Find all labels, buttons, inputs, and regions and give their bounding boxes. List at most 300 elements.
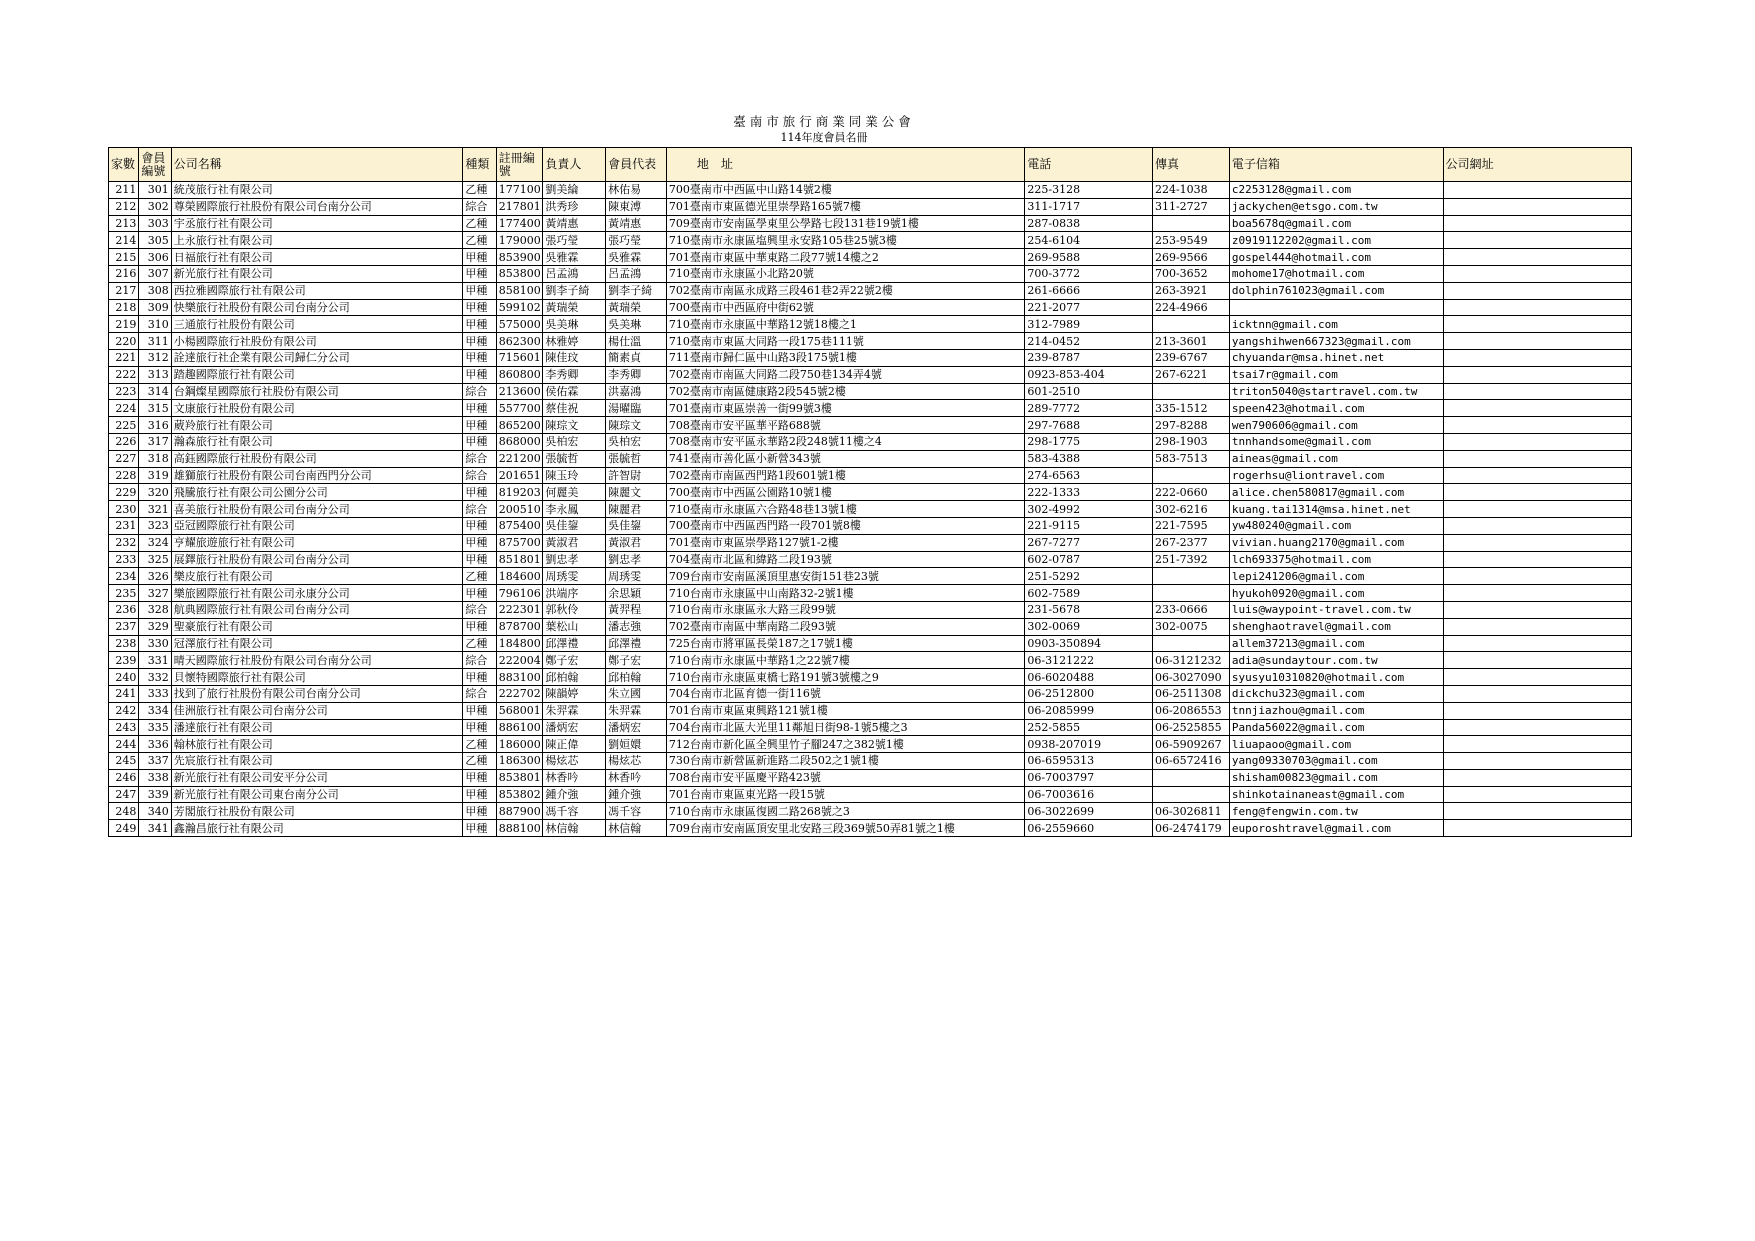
table-row [109,736,1632,753]
cell-member-no: 307 [139,265,171,282]
cell-manager: 林信翰 [543,820,606,837]
cell-rep: 張巧瑩 [606,232,667,249]
cell-address: 700臺南市中西區西門路一段701號8樓 [666,517,1024,534]
cell-email: adia@sundaytour.com.tw [1229,652,1443,669]
cell-member-no: 301 [139,182,171,199]
cell-type: 甲種 [463,299,496,316]
cell-manager: 邱澤禮 [543,635,606,652]
table-row [109,366,1632,383]
cell-reg-no: 184600 [496,568,543,585]
cell-website [1443,786,1631,803]
cell-fax [1152,215,1229,232]
cell-rep: 馮千容 [606,803,667,820]
cell-seq: 237 [109,618,139,635]
cell-type: 乙種 [463,182,496,199]
cell-fax: 06-2525855 [1152,719,1229,736]
table-row [109,501,1632,518]
cell-website [1443,433,1631,450]
table-row [109,265,1632,282]
cell-address: 712台南市新化區全興里竹子腳247之382號1樓 [666,736,1024,753]
cell-company: 雄獅旅行社股份有限公司台南西門分公司 [171,467,463,484]
cell-phone: 06-7003616 [1025,786,1153,803]
cell-rep: 陳東溥 [606,198,667,215]
cell-member-no: 336 [139,736,171,753]
cell-member-no: 332 [139,669,171,686]
cell-email: chyuandar@msa.hinet.net [1229,349,1443,366]
table-row [109,282,1632,299]
header-type: 種類 [463,148,496,182]
cell-reg-no: 213600 [496,383,543,400]
cell-address: 710臺南市永康區塩興里永安路105巷25號3樓 [666,232,1024,249]
cell-email: syusyu10310820@hotmail.com [1229,669,1443,686]
cell-company: 快樂旅行社股份有限公司台南分公司 [171,299,463,316]
cell-phone: 601-2510 [1025,383,1153,400]
cell-company: 統茂旅行社有限公司 [171,182,463,199]
cell-member-no: 325 [139,551,171,568]
cell-type: 甲種 [463,400,496,417]
cell-seq: 218 [109,299,139,316]
cell-seq: 239 [109,652,139,669]
header-seq: 家數 [109,148,139,182]
cell-email: alice.chen580817@gmail.com [1229,484,1443,501]
cell-website [1443,534,1631,551]
cell-member-no: 333 [139,685,171,702]
cell-website [1443,400,1631,417]
cell-address: 700臺南市中西區中山路14號2樓 [666,182,1024,199]
cell-rep: 黃靖惠 [606,215,667,232]
cell-address: 708臺南市安平區華平路688號 [666,417,1024,434]
cell-website [1443,769,1631,786]
cell-type: 甲種 [463,366,496,383]
cell-company: 高鈺國際旅行社股份有限公司 [171,450,463,467]
cell-address: 710台南市永康區中山南路32-2號1樓 [666,585,1024,602]
cell-website [1443,366,1631,383]
cell-member-no: 308 [139,282,171,299]
cell-type: 乙種 [463,753,496,770]
cell-company: 踏趣國際旅行社有限公司 [171,366,463,383]
cell-member-no: 330 [139,635,171,652]
roster-body [109,182,1632,837]
cell-type: 甲種 [463,820,496,837]
cell-reg-no: 200510 [496,501,543,518]
cell-phone: 274-6563 [1025,467,1153,484]
cell-fax: 298-1903 [1152,433,1229,450]
cell-address: 710臺南市永康區六合路48巷13號1樓 [666,501,1024,518]
cell-phone: 261-6666 [1025,282,1153,299]
cell-seq: 220 [109,333,139,350]
cell-company: 小楊國際旅行社股份有限公司 [171,333,463,350]
cell-phone: 269-9588 [1025,249,1153,266]
cell-company: 冠澤旅行社有限公司 [171,635,463,652]
cell-type: 甲種 [463,534,496,551]
cell-website [1443,568,1631,585]
cell-manager: 張毓哲 [543,450,606,467]
cell-address: 700臺南市中西區公園路10號1樓 [666,484,1024,501]
cell-manager: 陳琮文 [543,417,606,434]
cell-manager: 吳柏宏 [543,433,606,450]
cell-email: triton5040@startravel.com.tw [1229,383,1443,400]
cell-reg-no: 186300 [496,753,543,770]
cell-manager: 劉美綸 [543,182,606,199]
cell-company: 航典國際旅行社有限公司台南分公司 [171,601,463,618]
cell-type: 乙種 [463,232,496,249]
cell-manager: 葉松山 [543,618,606,635]
cell-manager: 邱柏翰 [543,669,606,686]
cell-company: 喜美旅行社股份有限公司台南分公司 [171,501,463,518]
cell-website [1443,803,1631,820]
cell-fax: 06-3026811 [1152,803,1229,820]
cell-address: 702臺南市南區永成路三段461巷2弄22號2樓 [666,282,1024,299]
cell-reg-no: 557700 [496,400,543,417]
cell-rep: 劉李子綺 [606,282,667,299]
cell-type: 甲種 [463,333,496,350]
cell-email: aineas@gmail.com [1229,450,1443,467]
cell-phone: 251-5292 [1025,568,1153,585]
cell-company: 佳洲旅行社有限公司台南分公司 [171,702,463,719]
cell-company: 日福旅行社有限公司 [171,249,463,266]
cell-website [1443,702,1631,719]
cell-phone: 297-7688 [1025,417,1153,434]
cell-reg-no: 862300 [496,333,543,350]
cell-seq: 244 [109,736,139,753]
table-row [109,786,1632,803]
cell-address: 701臺南市東區中華東路二段77號14樓之2 [666,249,1024,266]
cell-email: mohome17@hotmail.com [1229,265,1443,282]
cell-type: 甲種 [463,265,496,282]
cell-manager: 陳佳玟 [543,349,606,366]
table-row [109,652,1632,669]
cell-address: 704台南市北區大光里11鄰旭日街98-1號5樓之3 [666,719,1024,736]
cell-email: luis@waypoint-travel.com.tw [1229,601,1443,618]
cell-rep: 黃羿程 [606,601,667,618]
cell-reg-no: 221200 [496,450,543,467]
cell-address: 710臺南市永康區中華路12號18樓之1 [666,316,1024,333]
cell-member-no: 334 [139,702,171,719]
cell-email [1229,299,1443,316]
cell-fax: 297-8288 [1152,417,1229,434]
header-member-no: 會員編號 [139,148,171,182]
cell-type: 乙種 [463,215,496,232]
cell-email: feng@fengwin.com.tw [1229,803,1443,820]
cell-type: 甲種 [463,517,496,534]
cell-type: 綜合 [463,450,496,467]
cell-email: jackychen@etsgo.com.tw [1229,198,1443,215]
cell-member-no: 331 [139,652,171,669]
cell-seq: 221 [109,349,139,366]
cell-website [1443,467,1631,484]
cell-website [1443,333,1631,350]
cell-website [1443,652,1631,669]
table-row [109,618,1632,635]
cell-rep: 林信翰 [606,820,667,837]
cell-rep: 楊炫芯 [606,753,667,770]
cell-rep: 洪嘉鴻 [606,383,667,400]
cell-member-no: 328 [139,601,171,618]
table-row [109,467,1632,484]
cell-rep: 呂孟鴻 [606,265,667,282]
table-row [109,299,1632,316]
cell-type: 甲種 [463,702,496,719]
cell-seq: 224 [109,400,139,417]
cell-rep: 陳琮文 [606,417,667,434]
cell-rep: 鄭子宏 [606,652,667,669]
cell-email: dolphin761023@gmail.com [1229,282,1443,299]
cell-phone: 221-2077 [1025,299,1153,316]
cell-seq: 222 [109,366,139,383]
header-address: 地 址 [666,148,1024,182]
cell-reg-no: 868000 [496,433,543,450]
cell-email: c2253128@gmail.com [1229,182,1443,199]
cell-fax: 06-2511308 [1152,685,1229,702]
cell-seq: 240 [109,669,139,686]
cell-email: shinkotainaneast@gmail.com [1229,786,1443,803]
header-phone: 電話 [1025,148,1153,182]
cell-email: shenghaotravel@gmail.com [1229,618,1443,635]
cell-rep: 吳佳鋆 [606,517,667,534]
cell-rep: 陳麗文 [606,484,667,501]
cell-member-no: 309 [139,299,171,316]
cell-address: 710台南市永康區東橋七路191號3號樓之9 [666,669,1024,686]
cell-phone: 06-2085999 [1025,702,1153,719]
cell-seq: 246 [109,769,139,786]
cell-phone: 221-9115 [1025,517,1153,534]
cell-phone: 06-2559660 [1025,820,1153,837]
cell-reg-no: 222702 [496,685,543,702]
cell-manager: 吳雅霖 [543,249,606,266]
cell-website [1443,669,1631,686]
cell-email: wen790606@gmail.com [1229,417,1443,434]
cell-seq: 213 [109,215,139,232]
cell-fax [1152,786,1229,803]
cell-seq: 216 [109,265,139,282]
cell-address: 701台南市東區東光路一段15號 [666,786,1024,803]
cell-company: 上永旅行社有限公司 [171,232,463,249]
cell-email: tsai7r@gmail.com [1229,366,1443,383]
cell-fax [1152,568,1229,585]
cell-address: 702臺南市南區健康路2段545號2樓 [666,383,1024,400]
cell-seq: 229 [109,484,139,501]
cell-reg-no: 888100 [496,820,543,837]
cell-seq: 227 [109,450,139,467]
cell-fax: 263-3921 [1152,282,1229,299]
cell-type: 甲種 [463,282,496,299]
table-row [109,198,1632,215]
cell-rep: 朱羿霖 [606,702,667,719]
cell-website [1443,265,1631,282]
cell-company: 芳閣旅行社股份有限公司 [171,803,463,820]
cell-seq: 247 [109,786,139,803]
cell-phone: 267-7277 [1025,534,1153,551]
cell-email: icktnn@gmail.com [1229,316,1443,333]
cell-reg-no: 858100 [496,282,543,299]
cell-phone: 700-3772 [1025,265,1153,282]
table-row [109,232,1632,249]
table-row [109,400,1632,417]
cell-type: 甲種 [463,786,496,803]
cell-fax: 302-0075 [1152,618,1229,635]
cell-seq: 232 [109,534,139,551]
cell-rep: 林佑易 [606,182,667,199]
cell-email: hyukoh0920@gmail.com [1229,585,1443,602]
cell-fax: 06-3121232 [1152,652,1229,669]
table-row [109,601,1632,618]
cell-manager: 洪秀珍 [543,198,606,215]
cell-fax: 213-3601 [1152,333,1229,350]
table-row [109,820,1632,837]
cell-email: Panda56022@gmail.com [1229,719,1443,736]
cell-type: 綜合 [463,652,496,669]
header-website: 公司網址 [1443,148,1631,182]
cell-rep: 鍾介強 [606,786,667,803]
cell-type: 甲種 [463,551,496,568]
cell-member-no: 327 [139,585,171,602]
cell-phone: 06-6020488 [1025,669,1153,686]
cell-email: lch693375@hotmail.com [1229,551,1443,568]
cell-member-no: 324 [139,534,171,551]
cell-reg-no: 860800 [496,366,543,383]
cell-type: 甲種 [463,769,496,786]
cell-address: 701台南市東區東興路121號1樓 [666,702,1024,719]
cell-manager: 吳美琳 [543,316,606,333]
cell-manager: 陳韻婷 [543,685,606,702]
cell-manager: 黃靖惠 [543,215,606,232]
cell-rep: 湯曜臨 [606,400,667,417]
cell-company: 瀚森旅行社有限公司 [171,433,463,450]
cell-manager: 潘炳宏 [543,719,606,736]
table-row [109,669,1632,686]
table-row [109,433,1632,450]
cell-phone: 583-4388 [1025,450,1153,467]
cell-rep: 黃瑞榮 [606,299,667,316]
cell-fax [1152,769,1229,786]
cell-reg-no: 851801 [496,551,543,568]
cell-company: 鑫瀚昌旅行社有限公司 [171,820,463,837]
cell-manager: 侯佑霖 [543,383,606,400]
cell-address: 710台南市永康區中華路1之22號7樓 [666,652,1024,669]
cell-address: 710臺南市永康區小北路20號 [666,265,1024,282]
cell-type: 甲種 [463,484,496,501]
cell-email: tnnjiazhou@gmail.com [1229,702,1443,719]
cell-rep: 劉忠孝 [606,551,667,568]
cell-email: dickchu323@gmail.com [1229,685,1443,702]
cell-address: 709台南市安南區頂安里北安路三段369號50弄81號之1樓 [666,820,1024,837]
cell-member-no: 305 [139,232,171,249]
cell-seq: 234 [109,568,139,585]
cell-website [1443,551,1631,568]
cell-member-no: 318 [139,450,171,467]
cell-reg-no: 886100 [496,719,543,736]
cell-fax: 06-5909267 [1152,736,1229,753]
cell-phone: 252-5855 [1025,719,1153,736]
cell-address: 725台南市將軍區長榮187之17號1樓 [666,635,1024,652]
cell-fax: 267-6221 [1152,366,1229,383]
cell-fax [1152,585,1229,602]
cell-website [1443,383,1631,400]
cell-member-no: 312 [139,349,171,366]
cell-fax: 239-6767 [1152,349,1229,366]
cell-email: tnnhandsome@gmail.com [1229,433,1443,450]
cell-manager: 黃淑君 [543,534,606,551]
cell-member-no: 340 [139,803,171,820]
table-row [109,450,1632,467]
cell-address: 710台南市永康區永大路三段99號 [666,601,1024,618]
table-row [109,182,1632,199]
cell-address: 741臺南市善化區小新營343號 [666,450,1024,467]
cell-seq: 212 [109,198,139,215]
cell-member-no: 320 [139,484,171,501]
cell-website [1443,484,1631,501]
document-title: 臺南市旅行商業同業公會 [733,114,915,129]
cell-phone: 06-3022699 [1025,803,1153,820]
cell-fax [1152,467,1229,484]
cell-type: 乙種 [463,635,496,652]
cell-phone: 0903-350894 [1025,635,1153,652]
cell-seq: 248 [109,803,139,820]
cell-seq: 242 [109,702,139,719]
cell-type: 甲種 [463,249,496,266]
header-email: 電子信箱 [1229,148,1443,182]
table-row [109,702,1632,719]
cell-member-no: 341 [139,820,171,837]
cell-company: 聖豪旅行社有限公司 [171,618,463,635]
cell-fax: 233-0666 [1152,601,1229,618]
cell-website [1443,249,1631,266]
cell-company: 亞冠國際旅行社有限公司 [171,517,463,534]
cell-reg-no: 819203 [496,484,543,501]
cell-rep: 簡素貞 [606,349,667,366]
header-company: 公司名稱 [171,148,463,182]
cell-address: 708臺南市安平區永華路2段248號11樓之4 [666,433,1024,450]
cell-company: 新光旅行社有限公司安平分公司 [171,769,463,786]
cell-address: 704台南市北區育德一街116號 [666,685,1024,702]
cell-phone: 298-1775 [1025,433,1153,450]
cell-fax: 06-2474179 [1152,820,1229,837]
cell-member-no: 315 [139,400,171,417]
cell-manager: 鍾介強 [543,786,606,803]
cell-member-no: 337 [139,753,171,770]
cell-reg-no: 875400 [496,517,543,534]
cell-website [1443,820,1631,837]
cell-member-no: 339 [139,786,171,803]
cell-fax: 700-3652 [1152,265,1229,282]
cell-phone: 06-2512800 [1025,685,1153,702]
cell-seq: 231 [109,517,139,534]
cell-website [1443,685,1631,702]
cell-address: 709臺南市安南區學東里公學路七段131巷19號1樓 [666,215,1024,232]
cell-member-no: 316 [139,417,171,434]
cell-company: 飛騰旅行社有限公司公園分公司 [171,484,463,501]
cell-member-no: 306 [139,249,171,266]
cell-email: yangshihwen667323@gmail.com [1229,333,1443,350]
cell-fax: 222-0660 [1152,484,1229,501]
cell-type: 甲種 [463,316,496,333]
cell-fax: 253-9549 [1152,232,1229,249]
cell-reg-no: 184800 [496,635,543,652]
cell-manager: 李永鳳 [543,501,606,518]
cell-type: 甲種 [463,417,496,434]
header-reg-no: 註冊編號 [496,148,543,182]
cell-company: 晴天國際旅行社股份有限公司台南分公司 [171,652,463,669]
cell-seq: 226 [109,433,139,450]
cell-type: 甲種 [463,585,496,602]
cell-address: 702臺南市南區中華南路二段93號 [666,618,1024,635]
cell-address: 702臺南市南區西門路1段601號1樓 [666,467,1024,484]
cell-email: kuang.tai1314@msa.hinet.net [1229,501,1443,518]
cell-phone: 0938-207019 [1025,736,1153,753]
cell-manager: 張巧瑩 [543,232,606,249]
cell-website [1443,753,1631,770]
cell-seq: 217 [109,282,139,299]
